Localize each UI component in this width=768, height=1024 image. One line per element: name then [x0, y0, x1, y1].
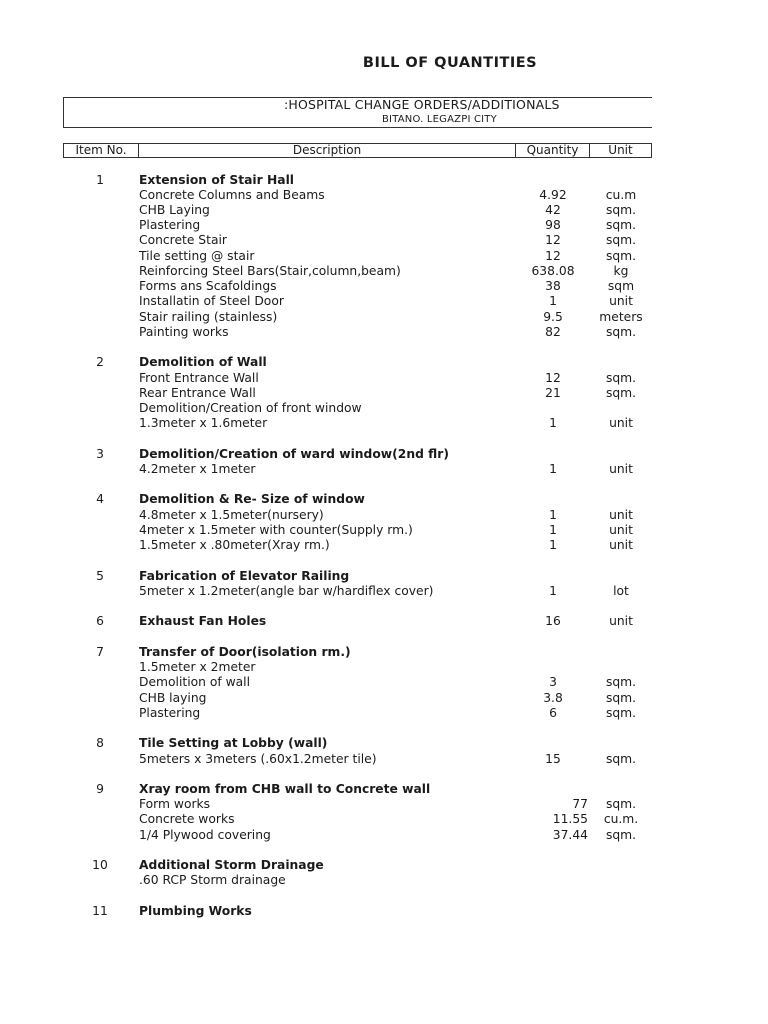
column-header-quantity: Quantity: [515, 143, 590, 158]
table-row: [0, 310, 768, 325]
item-unit: unit: [609, 538, 633, 552]
item-description: 1.5meter x 2meter: [139, 660, 256, 674]
item-description: Concrete Stair: [139, 233, 227, 247]
item-quantity: 16: [545, 614, 561, 628]
item-quantity: 12: [545, 233, 561, 247]
item-unit: sqm.: [605, 752, 637, 766]
item-unit: sqm.: [605, 386, 637, 400]
item-number: 2: [96, 355, 104, 369]
column-header-item-no: Item No.: [63, 143, 139, 158]
table-row: [0, 416, 768, 431]
table-row: [0, 325, 768, 340]
table-row: [0, 569, 768, 584]
item-quantity: 37.44: [552, 828, 588, 842]
project-location: BITANO. LEGAZPI CITY: [382, 114, 497, 125]
item-unit: unit: [609, 294, 633, 308]
item-unit: unit: [609, 462, 633, 476]
item-quantity: 15: [545, 752, 561, 766]
table-row: [0, 188, 768, 203]
table-row: [0, 660, 768, 675]
item-quantity: 42: [545, 203, 561, 217]
item-description: Forms ans Scafoldings: [139, 279, 277, 293]
item-quantity: 98: [545, 218, 561, 232]
item-quantity: 9.5: [543, 310, 563, 324]
column-header-description: Description: [138, 143, 516, 158]
item-description: Plumbing Works: [139, 904, 252, 918]
item-description: 4.8meter x 1.5meter(nursery): [139, 508, 324, 522]
table-row: [0, 492, 768, 507]
table-row: [0, 904, 768, 919]
item-quantity: 11.55: [552, 812, 588, 826]
document-title: BILL OF QUANTITIES: [362, 55, 538, 71]
item-description: Painting works: [139, 325, 229, 339]
table-row: [0, 462, 768, 477]
table-row: [0, 706, 768, 721]
item-description: Concrete Columns and Beams: [139, 188, 325, 202]
item-quantity: 6: [549, 706, 557, 720]
item-description: Rear Entrance Wall: [139, 386, 256, 400]
item-unit: meters: [599, 310, 643, 324]
table-row: [0, 538, 768, 553]
table-row: [0, 691, 768, 706]
table-row: [0, 858, 768, 873]
item-description: CHB Laying: [139, 203, 210, 217]
item-description: Concrete works: [139, 812, 235, 826]
item-unit: sqm.: [605, 249, 637, 263]
item-number: 7: [96, 645, 104, 659]
item-number: 1: [96, 173, 104, 187]
table-row: [0, 233, 768, 248]
item-unit: sqm.: [605, 325, 637, 339]
item-quantity: 82: [545, 325, 561, 339]
item-description: CHB laying: [139, 691, 207, 705]
item-unit: sqm.: [605, 203, 637, 217]
item-description: Demolition & Re- Size of window: [139, 492, 365, 506]
table-row: [0, 752, 768, 767]
item-description: 1.3meter x 1.6meter: [139, 416, 268, 430]
item-description: Extension of Stair Hall: [139, 173, 295, 187]
item-quantity: 4.92: [539, 188, 567, 202]
item-description: 5meter x 1.2meter(angle bar w/hardiflex cover): [139, 584, 434, 598]
item-unit: kg: [613, 264, 629, 278]
item-quantity: 77: [572, 797, 588, 811]
item-description: 4.2meter x 1meter: [139, 462, 256, 476]
item-number: 11: [92, 904, 108, 918]
item-number: 5: [96, 569, 104, 583]
table-row: [0, 447, 768, 462]
item-description: Plastering: [139, 218, 201, 232]
table-row: [0, 584, 768, 599]
item-quantity: 12: [545, 249, 561, 263]
item-unit: cu.m.: [603, 812, 639, 826]
item-unit: unit: [609, 523, 633, 537]
item-description: Demolition of Wall: [139, 355, 267, 369]
table-row: [0, 812, 768, 827]
item-description: Form works: [139, 797, 211, 811]
table-row: [0, 736, 768, 751]
table-row: [0, 371, 768, 386]
item-unit: sqm.: [605, 691, 637, 705]
item-description: Exhaust Fan Holes: [139, 614, 267, 628]
item-number: 6: [96, 614, 104, 628]
item-description: Transfer of Door(isolation rm.): [139, 645, 351, 659]
item-description: 1/4 Plywood covering: [139, 828, 271, 842]
item-description: Demolition/Creation of front window: [139, 401, 362, 415]
table-row: [0, 614, 768, 629]
item-quantity: 3: [549, 675, 557, 689]
table-row: [0, 355, 768, 370]
item-unit: sqm.: [605, 233, 637, 247]
item-quantity: 1: [549, 523, 557, 537]
item-quantity: 38: [545, 279, 561, 293]
table-row: [0, 294, 768, 309]
column-header-unit: Unit: [589, 143, 652, 158]
item-description: .60 RCP Storm drainage: [139, 873, 286, 887]
item-number: 4: [96, 492, 104, 506]
item-description: Additional Storm Drainage: [139, 858, 324, 872]
item-description: Reinforcing Steel Bars(Stair,column,beam): [139, 264, 401, 278]
item-description: Front Entrance Wall: [139, 371, 259, 385]
item-unit: sqm.: [605, 706, 637, 720]
item-description: Installatin of Steel Door: [139, 294, 284, 308]
header-left-border: [63, 97, 64, 128]
item-quantity: 1: [549, 416, 557, 430]
item-unit: sqm: [607, 279, 635, 293]
item-description: Plastering: [139, 706, 201, 720]
item-description: Stair railing (stainless): [139, 310, 278, 324]
table-row: [0, 828, 768, 843]
item-unit: sqm.: [605, 828, 637, 842]
table-row: [0, 645, 768, 660]
item-quantity: 1: [549, 462, 557, 476]
table-row: [0, 173, 768, 188]
item-description: 4meter x 1.5meter with counter(Supply rm.): [139, 523, 413, 537]
item-unit: sqm.: [605, 218, 637, 232]
table-row: [0, 675, 768, 690]
item-description: Xray room from CHB wall to Concrete wall: [139, 782, 431, 796]
table-row: [0, 279, 768, 294]
item-quantity: 1: [549, 584, 557, 598]
item-unit: cu.m: [605, 188, 637, 202]
item-number: 9: [96, 782, 104, 796]
table-row: [0, 873, 768, 888]
item-unit: sqm.: [605, 797, 637, 811]
header-bottom-border: [63, 127, 652, 128]
item-unit: unit: [609, 614, 633, 628]
item-quantity: 1: [549, 538, 557, 552]
item-description: Tile setting @ stair: [139, 249, 255, 263]
table-row: [0, 523, 768, 538]
table-row: [0, 203, 768, 218]
item-unit: lot: [613, 584, 629, 598]
item-description: Demolition/Creation of ward window(2nd flr): [139, 447, 449, 461]
table-row: [0, 218, 768, 233]
item-description: Tile Setting at Lobby (wall): [139, 736, 328, 750]
item-description: Fabrication of Elevator Railing: [139, 569, 350, 583]
item-unit: sqm.: [605, 675, 637, 689]
item-unit: unit: [609, 416, 633, 430]
table-row: [0, 508, 768, 523]
item-unit: sqm.: [605, 371, 637, 385]
table-row: [0, 401, 768, 416]
item-quantity: 12: [545, 371, 561, 385]
item-number: 8: [96, 736, 104, 750]
table-row: [0, 782, 768, 797]
item-description: 1.5meter x .80meter(Xray rm.): [139, 538, 330, 552]
project-title: :HOSPITAL CHANGE ORDERS/ADDITIONALS: [284, 97, 560, 112]
item-quantity: 21: [545, 386, 561, 400]
item-quantity: 1: [549, 508, 557, 522]
item-quantity: 638.08: [531, 264, 575, 278]
table-row: [0, 264, 768, 279]
item-quantity: 1: [549, 294, 557, 308]
item-description: 5meters x 3meters (.60x1.2meter tile): [139, 752, 377, 766]
item-description: Demolition of wall: [139, 675, 251, 689]
item-number: 10: [92, 858, 108, 872]
table-row: [0, 797, 768, 812]
item-number: 3: [96, 447, 104, 461]
item-unit: unit: [609, 508, 633, 522]
table-row: [0, 249, 768, 264]
table-row: [0, 386, 768, 401]
item-quantity: 3.8: [543, 691, 563, 705]
